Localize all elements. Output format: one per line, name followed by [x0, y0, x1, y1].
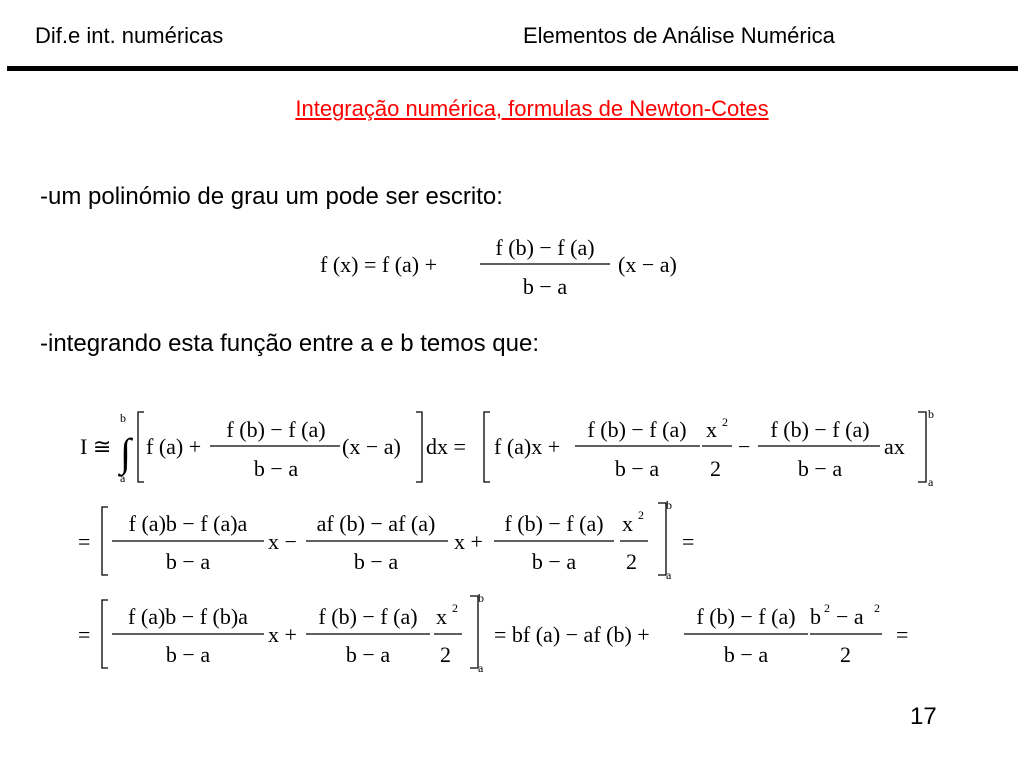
equation-integral [70, 400, 950, 495]
eq2-n2: f (b) − f (a) [587, 417, 687, 442]
equation-final [70, 590, 930, 675]
eq4-sub: a [478, 661, 484, 675]
eq4-d1: b − a [165, 642, 211, 667]
eq2-d3: 2 [710, 456, 721, 481]
eq1-tail: (x − a) [618, 252, 677, 277]
eq4-left-bracket [102, 600, 108, 668]
eq2-t5: − [738, 434, 751, 459]
eq2-n4: f (b) − f (a) [770, 417, 870, 442]
eq3-t2: x − [268, 529, 297, 554]
eq2-t2: (x − a) [342, 434, 401, 459]
eq1-lhs: f (x) = f (a) + [320, 252, 438, 277]
eq3-sup: b [666, 498, 672, 512]
eq2-t3: dx = [426, 434, 466, 459]
eq2-e3: 2 [722, 415, 728, 429]
eq2-right-bracket [416, 412, 422, 482]
eq1-numerator: f (b) − f (a) [495, 235, 595, 260]
eq3-e4: 2 [638, 508, 644, 522]
eq4-n4: f (b) − f (a) [696, 604, 796, 629]
eq3-n4: x [622, 511, 633, 536]
eq3-d3: b − a [531, 549, 577, 574]
eq2-sup: b [928, 407, 934, 421]
eq4-e3: 2 [452, 601, 458, 615]
eq2-t6: ax [884, 434, 905, 459]
eq4-e5b: 2 [874, 601, 880, 615]
eq4-d3: 2 [440, 642, 451, 667]
paragraph-polynomial: -um polinómio de grau um pode ser escrito: [40, 183, 503, 210]
eq2-d4: b − a [797, 456, 843, 481]
eq2-I: I ≅ [80, 434, 112, 459]
eq2-d1: b − a [253, 456, 299, 481]
eq4-t3: = bf (a) − af (b) + [494, 622, 650, 647]
page-number: 17 [910, 703, 937, 730]
eq4-right-bracket [470, 596, 478, 668]
eq4-d4: b − a [723, 642, 769, 667]
eq4-t4: = [896, 622, 909, 647]
eq4-d5: 2 [840, 642, 851, 667]
eq2-int-lower: a [120, 471, 126, 485]
paragraph-integrating: -integrando esta função entre a e b temos que: [40, 330, 539, 357]
eq4-e5a: 2 [824, 601, 830, 615]
eq4-sup: b [478, 591, 484, 605]
eq4-t1: = [78, 622, 91, 647]
eq3-t1: = [78, 529, 91, 554]
eq3-sub: a [666, 568, 672, 582]
eq4-n5b: − a [836, 604, 864, 629]
eq4-n1: f (a)b − f (b)a [128, 604, 248, 629]
eq3-t4: = [682, 529, 695, 554]
eq3-right-bracket [658, 503, 666, 575]
eq2-d2: b − a [614, 456, 660, 481]
eq2-left-bracket [138, 412, 144, 482]
eq1-denominator: b − a [522, 274, 568, 299]
header-right-title: Elementos de Análise Numérica [523, 23, 835, 48]
eq4-t2: x + [268, 622, 297, 647]
eq2-right-bracket-2 [918, 412, 926, 482]
eq3-d2: b − a [353, 549, 399, 574]
eq2-n3: x [706, 417, 717, 442]
eq3-t3: x + [454, 529, 483, 554]
eq3-n3: f (b) − f (a) [504, 511, 604, 536]
eq3-n2: af (b) − af (a) [316, 511, 436, 536]
eq3-d1: b − a [165, 549, 211, 574]
equation-linear-polynomial [310, 228, 710, 308]
eq3-d4: 2 [626, 549, 637, 574]
eq4-n2: f (b) − f (a) [318, 604, 418, 629]
eq2-t1: f (a) + [146, 434, 202, 459]
equation-expanded [70, 497, 720, 582]
header-rule [7, 66, 1018, 71]
eq3-n1: f (a)b − f (a)a [128, 511, 248, 536]
eq4-n3: x [436, 604, 447, 629]
integral-sign: ∫ [120, 430, 131, 475]
eq2-left-bracket-2 [484, 412, 490, 482]
eq3-left-bracket [102, 507, 108, 575]
eq2-sub: a [928, 475, 934, 489]
eq2-n1: f (b) − f (a) [226, 417, 326, 442]
slide-subtitle: Integração numérica, formulas de Newton-Cotes [295, 96, 769, 121]
eq2-int-upper: b [120, 411, 126, 425]
header-left-title: Dif.e int. numéricas [35, 23, 224, 48]
eq4-n5a: b [810, 604, 821, 629]
eq2-t4: f (a)x + [494, 434, 561, 459]
eq4-d2: b − a [345, 642, 391, 667]
